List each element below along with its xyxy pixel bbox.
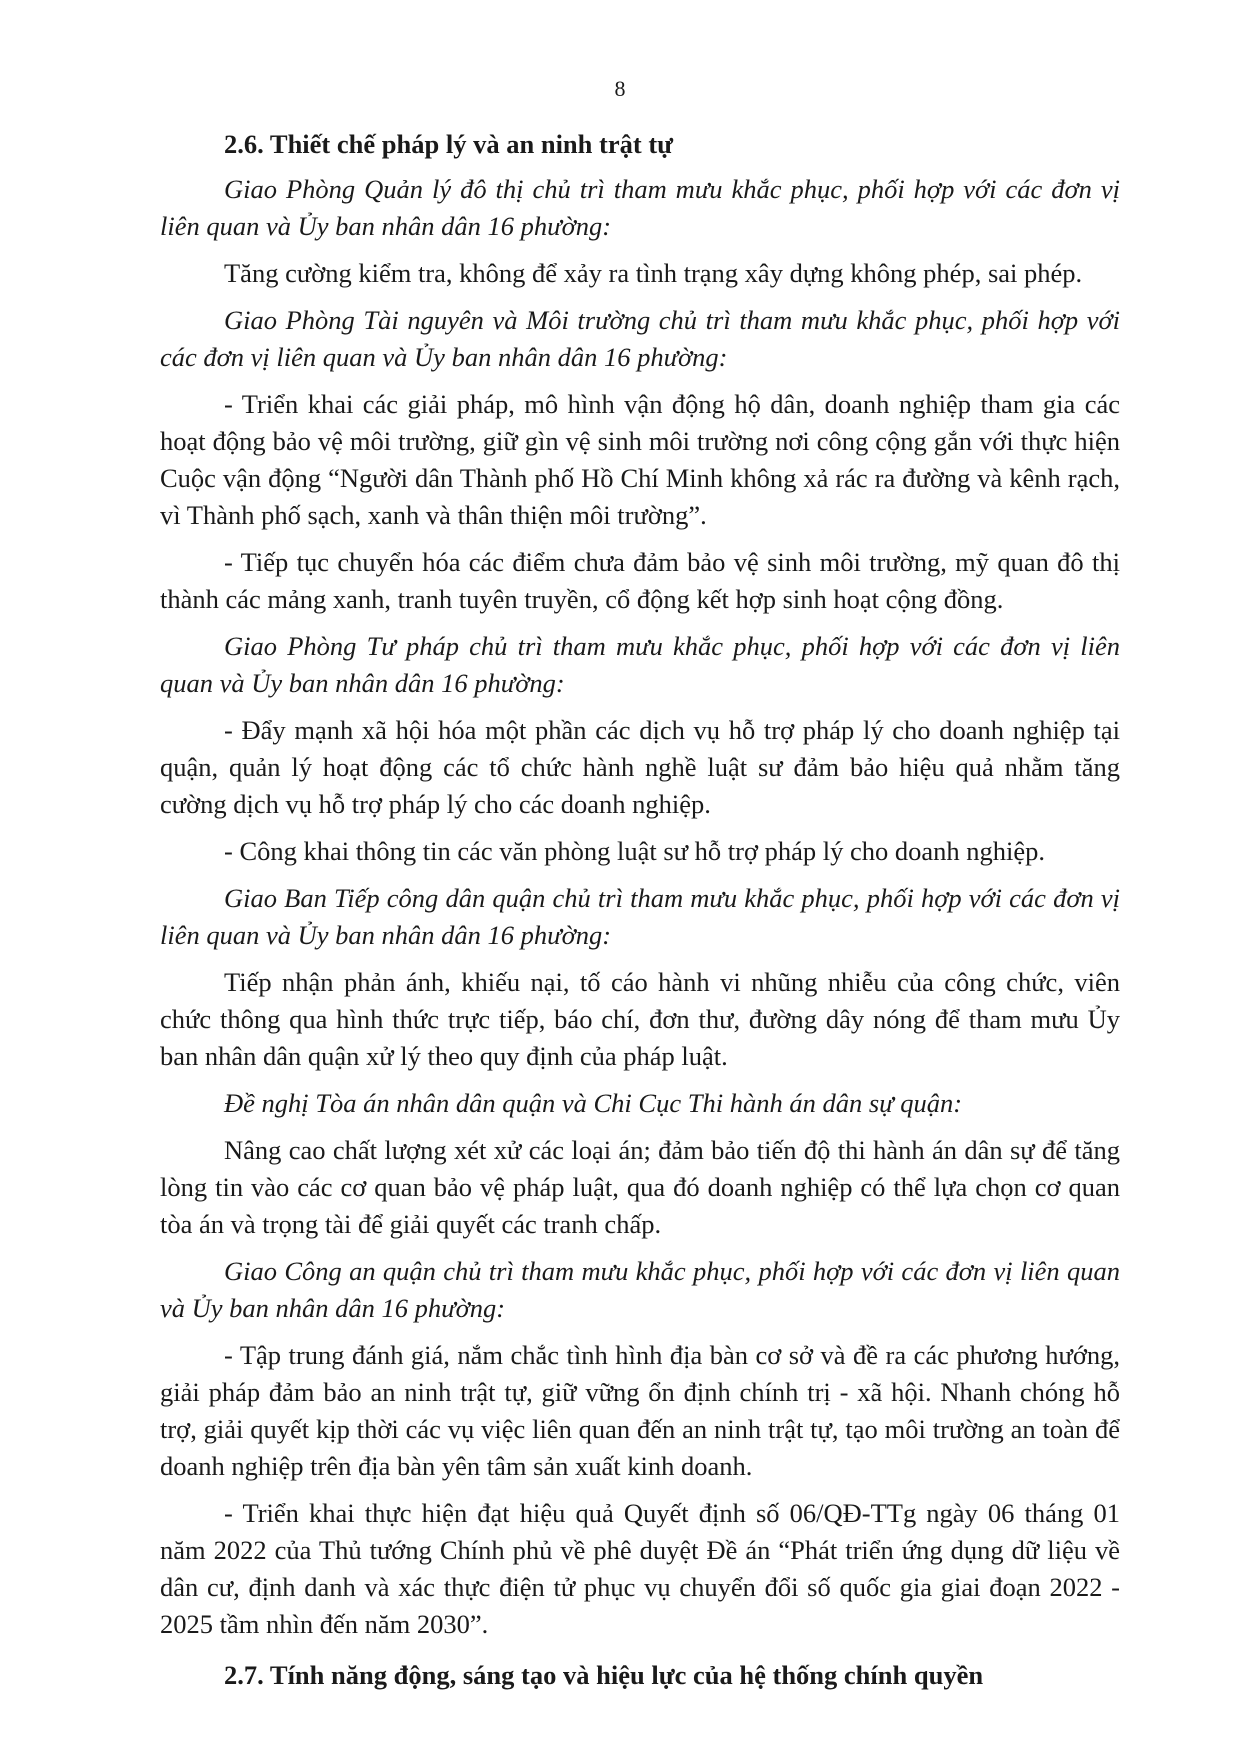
assignment-paragraph: Giao Phòng Tư pháp chủ trì tham mưu khắc phục, phối hợp với các đơn vị liên quan và Ủy ban nhân dân 16 phường: <box>160 631 1120 698</box>
body-paragraph: Nâng cao chất lượng xét xử các loại án; đảm bảo tiến độ thi hành án dân sự để tăng lòng tin vào các cơ quan bảo vệ pháp luật, qua đó doanh nghiệp có thể lựa chọn cơ quan tòa án và trọng tài để giải quyết các tranh chấp. <box>160 1135 1120 1239</box>
body-paragraph: - Tập trung đánh giá, nắm chắc tình hình địa bàn cơ sở và đề ra các phương hướng, giải pháp đảm bảo an ninh trật tự, giữ vững ổn định chính trị - xã hội. Nhanh chóng hỗ trợ, giải quyết kịp thời các vụ việc liên quan đến an ninh trật tự, tạo môi trường an toàn để doanh nghiệp trên địa bàn yên tâm sản xuất kinh doanh. <box>160 1340 1120 1481</box>
body-paragraph: Tăng cường kiểm tra, không để xảy ra tình trạng xây dựng không phép, sai phép. <box>224 258 1083 288</box>
assignment-paragraph: Đề nghị Tòa án nhân dân quận và Chi Cục Thi hành án dân sự quận: <box>224 1088 963 1118</box>
assignment-paragraph: Giao Phòng Quản lý đô thị chủ trì tham mưu khắc phục, phối hợp với các đơn vị liên quan và Ủy ban nhân dân 16 phường: <box>160 174 1120 241</box>
body-paragraph: - Triển khai các giải pháp, mô hình vận động hộ dân, doanh nghiệp tham gia các hoạt động bảo vệ môi trường, giữ gìn vệ sinh môi trường nơi công cộng gắn với thực hiện Cuộc vận động “Người dân Thành phố Hồ Chí Minh không xả rác ra đường và kênh rạch, vì Thành phố sạch, xanh và thân thiện môi trường”. <box>160 389 1120 530</box>
page-number: 8 <box>614 76 626 101</box>
document-body <box>160 126 1120 1702</box>
section-heading: 2.7. Tính năng động, sáng tạo và hiệu lực của hệ thống chính quyền <box>224 1660 984 1690</box>
body-paragraph: - Công khai thông tin các văn phòng luật sư hỗ trợ pháp lý cho doanh nghiệp. <box>224 836 1046 866</box>
assignment-paragraph: Giao Công an quận chủ trì tham mưu khắc phục, phối hợp với các đơn vị liên quan và Ủy ban nhân dân 16 phường: <box>160 1256 1120 1323</box>
assignment-paragraph: Giao Ban Tiếp công dân quận chủ trì tham mưu khắc phục, phối hợp với các đơn vị liên quan và Ủy ban nhân dân 16 phường: <box>160 883 1120 950</box>
assignment-paragraph: Giao Phòng Tài nguyên và Môi trường chủ trì tham mưu khắc phục, phối hợp với các đơn vị liên quan và Ủy ban nhân dân 16 phường: <box>160 305 1120 372</box>
body-paragraph: - Tiếp tục chuyển hóa các điểm chưa đảm bảo vệ sinh môi trường, mỹ quan đô thị thành các mảng xanh, tranh tuyên truyền, cổ động kết hợp sinh hoạt cộng đồng. <box>160 547 1120 614</box>
body-paragraph: - Triển khai thực hiện đạt hiệu quả Quyết định số 06/QĐ-TTg ngày 06 tháng 01 năm 2022 của Thủ tướng Chính phủ về phê duyệt Đề án “Phát triển ứng dụng dữ liệu về dân cư, định danh và xác thực điện tử phục vụ chuyển đổi số quốc gia giai đoạn 2022 - 2025 tầm nhìn đến năm 2030”. <box>160 1498 1120 1639</box>
body-paragraph: - Đẩy mạnh xã hội hóa một phần các dịch vụ hỗ trợ pháp lý cho doanh nghiệp tại quận, quản lý hoạt động các tổ chức hành nghề luật sư đảm bảo hiệu quả nhằm tăng cường dịch vụ hỗ trợ pháp lý cho các doanh nghiệp. <box>160 715 1120 819</box>
body-paragraph: Tiếp nhận phản ánh, khiếu nại, tố cáo hành vi nhũng nhiễu của công chức, viên chức thông qua hình thức trực tiếp, báo chí, đơn thư, đường dây nóng để tham mưu Ủy ban nhân dân quận xử lý theo quy định của pháp luật. <box>160 967 1120 1071</box>
section-heading: 2.6. Thiết chế pháp lý và an ninh trật tự <box>224 129 674 159</box>
